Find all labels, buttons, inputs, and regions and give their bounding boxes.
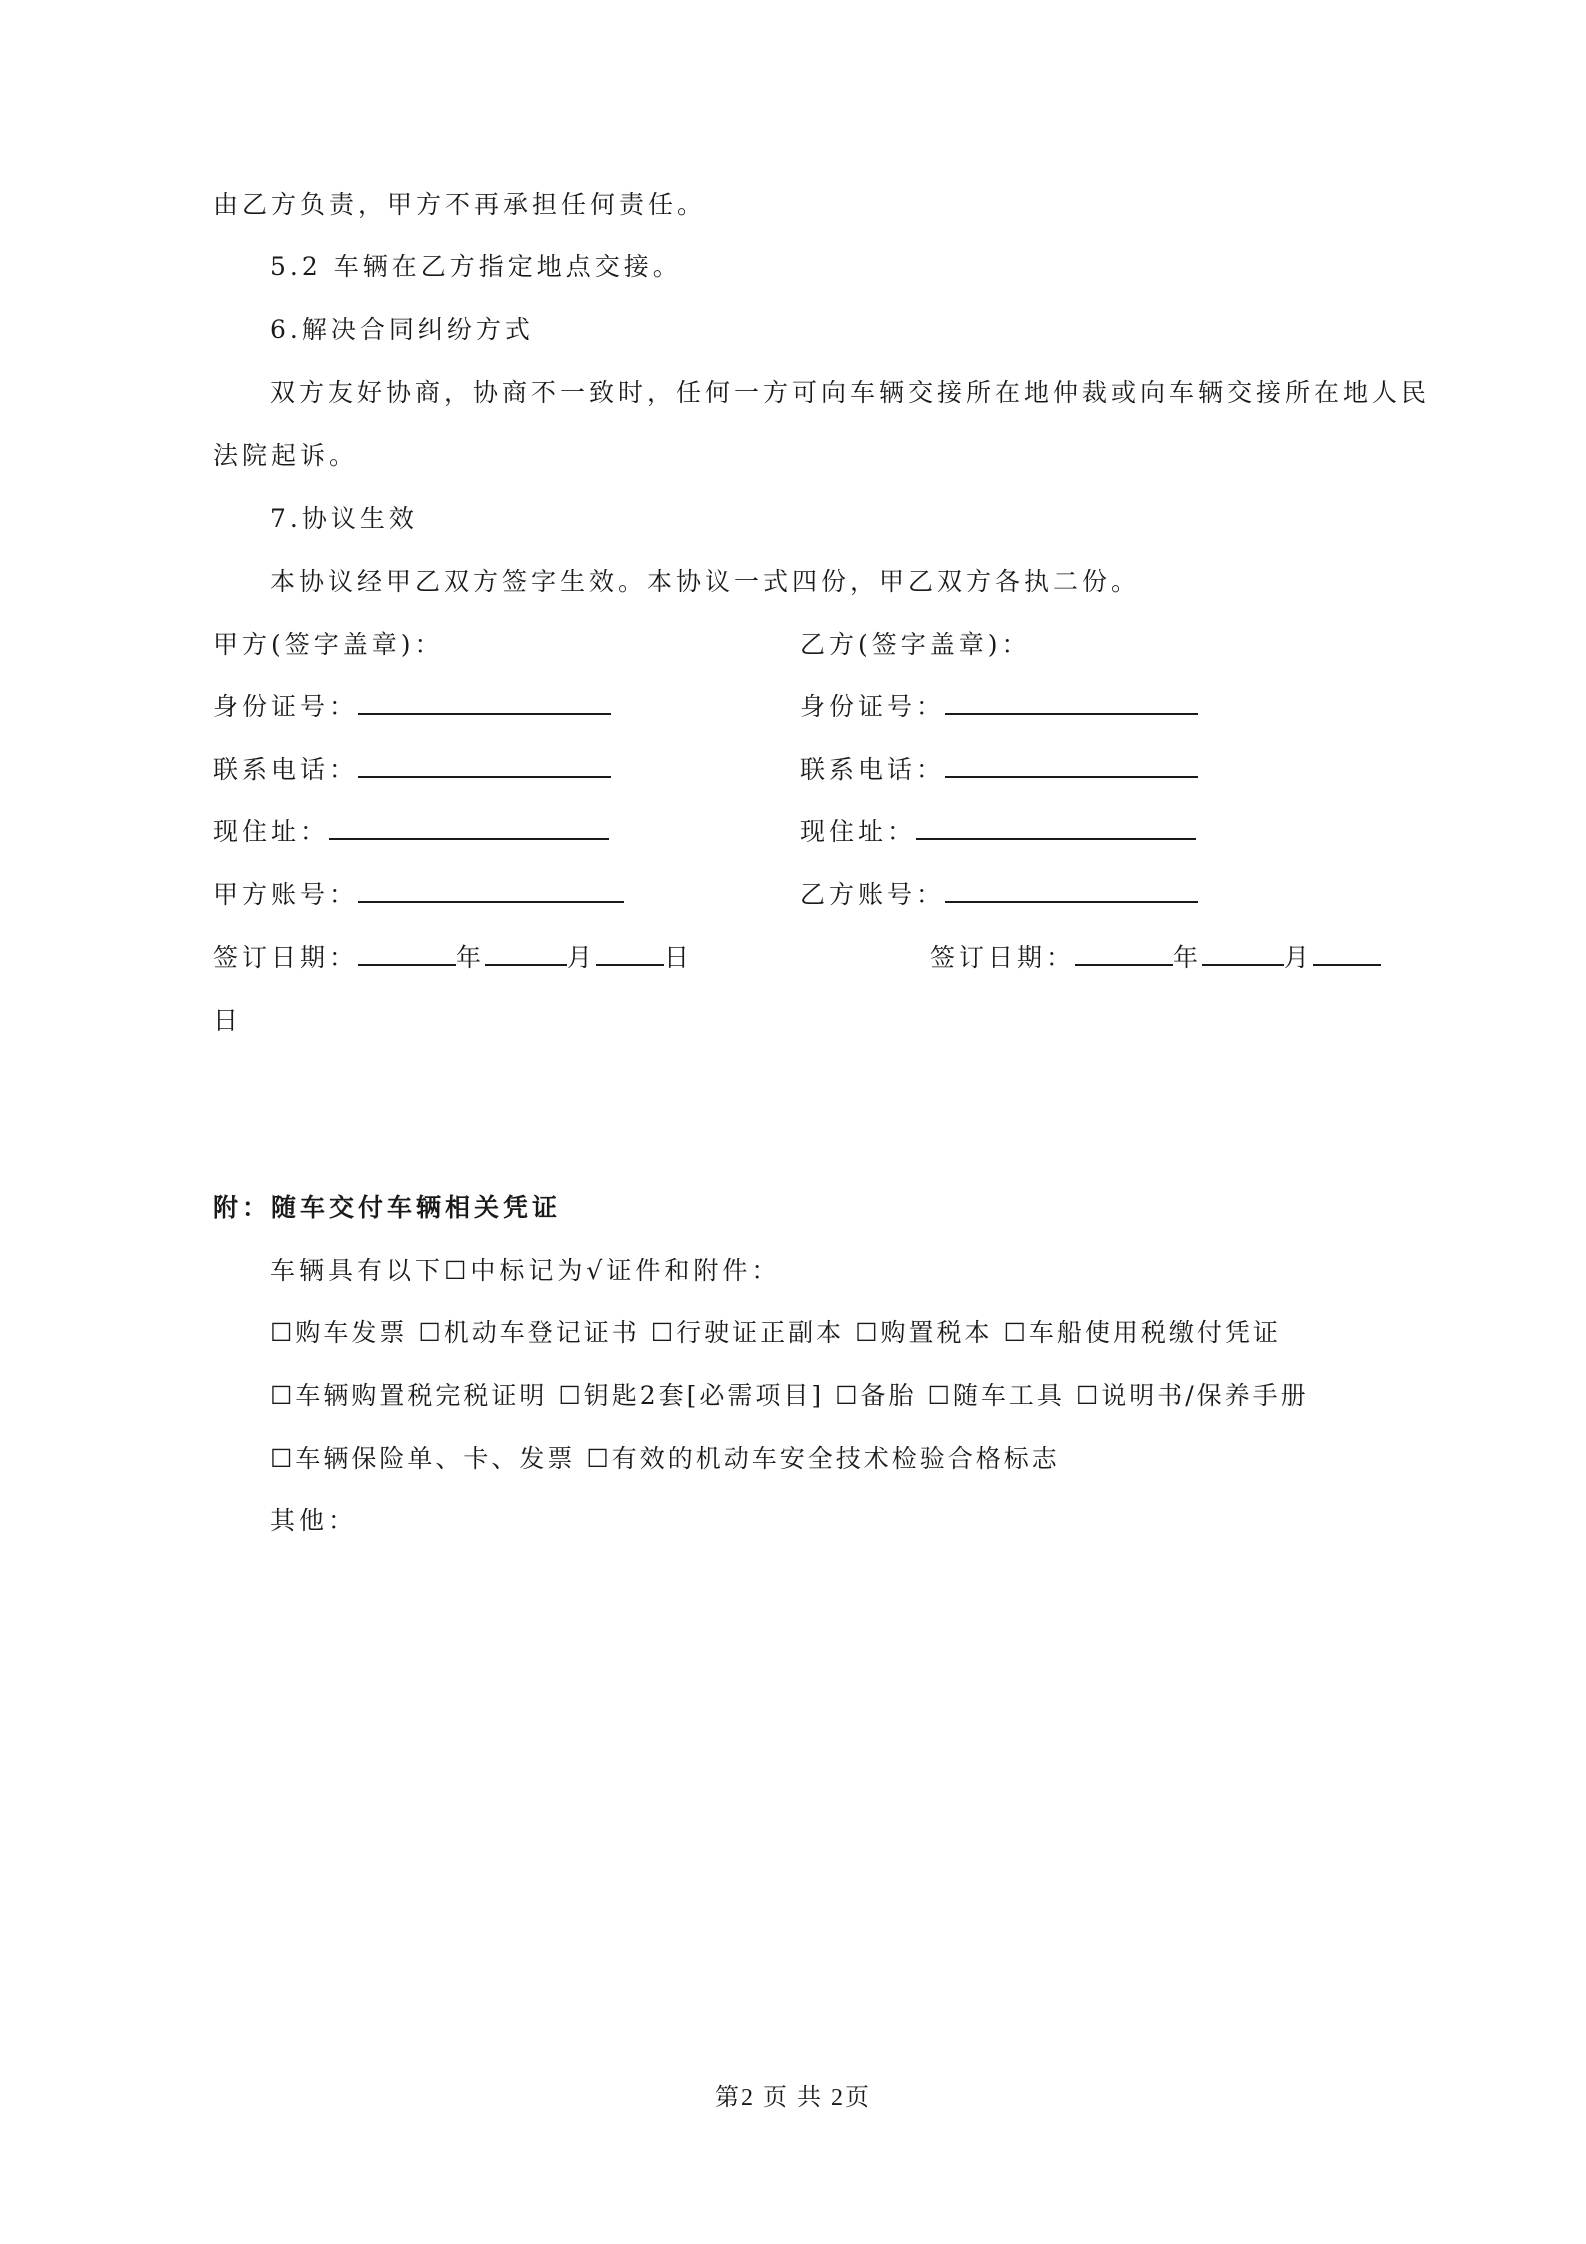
party-b-month-label: 月 xyxy=(1284,943,1314,972)
appendix-intro: 车辆具有以下☐中标记为√证件和附件： xyxy=(270,1256,781,1285)
party-b-phone-row xyxy=(800,753,1198,787)
party-b-account-field[interactable] xyxy=(945,879,1198,903)
clause-5-2: 5.2 车辆在乙方指定地点交接。 xyxy=(270,252,682,281)
party-b-year-field[interactable] xyxy=(1075,942,1173,966)
party-b-day-field[interactable] xyxy=(1313,942,1381,966)
appendix-other: 其他： xyxy=(270,1506,358,1535)
paragraph-dispute-line2: 法院起诉。 xyxy=(213,441,359,470)
party-a-account-row xyxy=(213,878,624,912)
section-heading-effect: 7.协议生效 xyxy=(270,504,418,533)
party-a-date-row xyxy=(213,941,693,975)
party-b-day-label: 日 xyxy=(213,1006,243,1035)
party-a-day-field[interactable] xyxy=(596,942,664,966)
party-a-phone-label: 联系电话： xyxy=(213,755,359,784)
party-b-month-field[interactable] xyxy=(1202,942,1284,966)
party-b-id-row xyxy=(800,690,1198,724)
party-a-id-row xyxy=(213,690,611,724)
party-a-year-field[interactable] xyxy=(358,942,456,966)
party-b-account-label: 乙方账号： xyxy=(800,880,946,909)
appendix-checklist-row-2[interactable]: ☐车辆购置税完税证明 ☐钥匙2套[必需项目] ☐备胎 ☐随车工具 ☐说明书/保养手册 xyxy=(270,1381,1309,1410)
party-a-month-label: 月 xyxy=(567,943,597,972)
party-a-id-field[interactable] xyxy=(358,691,611,715)
party-a-phone-field[interactable] xyxy=(358,754,611,778)
paragraph-dispute-line1: 双方友好协商，协商不一致时，任何一方可向车辆交接所在地仲裁或向车辆交接所在地人民 xyxy=(270,378,1431,407)
party-a-title: 甲方(签字盖章)： xyxy=(213,630,444,659)
party-b-year-label: 年 xyxy=(1173,943,1203,972)
party-b-account-row xyxy=(800,878,1198,912)
page-number-footer: 第2 页 共 2页 xyxy=(715,2085,871,2111)
party-a-account-field[interactable] xyxy=(358,879,624,903)
party-b-phone-field[interactable] xyxy=(945,754,1198,778)
party-a-address-field[interactable] xyxy=(329,816,609,840)
party-a-day-label: 日 xyxy=(664,943,694,972)
party-a-year-label: 年 xyxy=(456,943,486,972)
party-b-address-field[interactable] xyxy=(916,816,1196,840)
party-b-date-row xyxy=(930,941,1381,975)
party-b-date-label: 签订日期： xyxy=(930,943,1076,972)
paragraph-liability: 由乙方负责，甲方不再承担任何责任。 xyxy=(213,190,707,219)
party-a-address-label: 现住址： xyxy=(213,817,330,846)
appendix-checklist-row-1[interactable]: ☐购车发票 ☐机动车登记证书 ☐行驶证正副本 ☐购置税本 ☐车船使用税缴付凭证 xyxy=(270,1318,1281,1347)
appendix-checklist-row-3[interactable]: ☐车辆保险单、卡、发票 ☐有效的机动车安全技术检验合格标志 xyxy=(270,1444,1060,1473)
party-a-address-row xyxy=(213,815,609,849)
party-a-id-label: 身份证号： xyxy=(213,692,359,721)
section-heading-dispute: 6.解决合同纠纷方式 xyxy=(270,315,534,344)
party-b-address-row xyxy=(800,815,1196,849)
party-b-id-field[interactable] xyxy=(945,691,1198,715)
party-a-date-label: 签订日期： xyxy=(213,943,359,972)
party-a-account-label: 甲方账号： xyxy=(213,880,359,909)
appendix-heading: 附：随车交付车辆相关凭证 xyxy=(213,1193,562,1222)
party-b-phone-label: 联系电话： xyxy=(800,755,946,784)
party-b-title: 乙方(签字盖章)： xyxy=(800,630,1031,659)
party-a-month-field[interactable] xyxy=(485,942,567,966)
party-a-phone-row xyxy=(213,753,611,787)
party-b-id-label: 身份证号： xyxy=(800,692,946,721)
paragraph-effect: 本协议经甲乙双方签字生效。本协议一式四份，甲乙双方各执二份。 xyxy=(270,567,1141,596)
party-b-address-label: 现住址： xyxy=(800,817,917,846)
